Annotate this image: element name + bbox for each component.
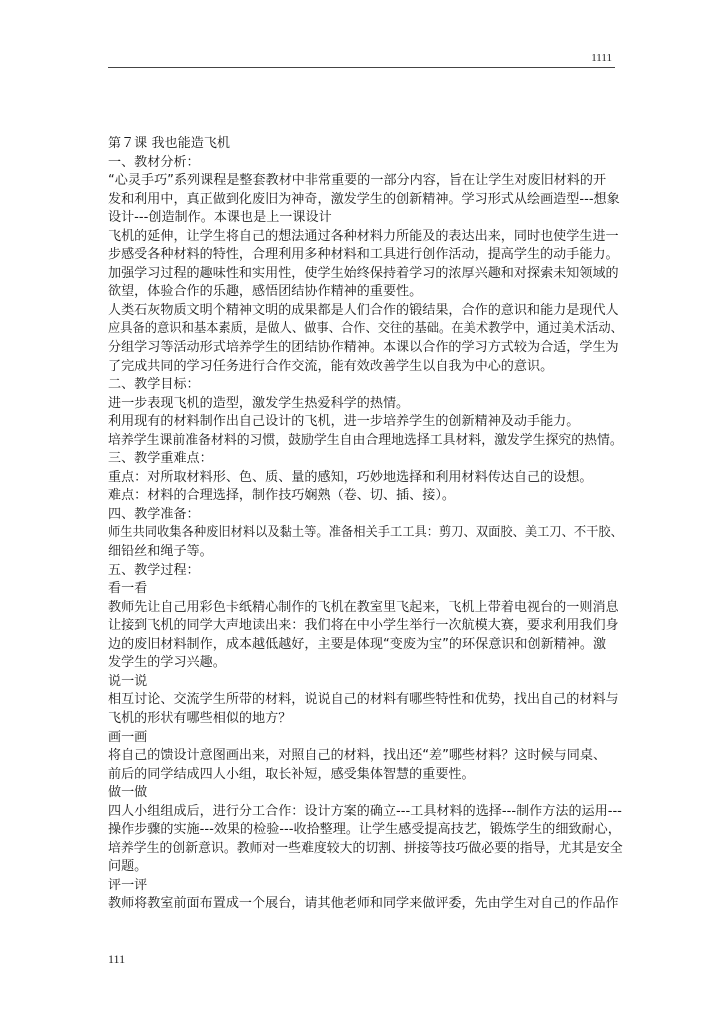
text-line: 五、教学过程：	[108, 562, 200, 578]
text-line: 欲望，体验合作的乐趣，感悟团结协作精神的重要性。	[108, 284, 423, 300]
text-line: 教师将教室前面布置成一个展台，请其他老师和同学来做评委，先由学生对自己的作品作	[108, 896, 619, 912]
text-line: 相互讨论、交流学生所带的材料，说说自己的材料有哪些特性和优势，找出自己的材料与	[108, 692, 619, 708]
text-line: 师生共同收集各种废旧材料以及黏土等。准备相关手工工具：剪刀、双面胶、美工刀、不干胶、	[108, 525, 623, 541]
text-line: 前后的同学结成四人小组，取长补短，感受集体智慧的重要性。	[108, 766, 475, 782]
text-line: 难点：材料的合理选择，制作技巧娴熟（卷、切、插、接）。	[108, 488, 455, 504]
footer-page-number: 111	[108, 952, 126, 966]
text-line: 设计---创造制作。本课也是上一课设计	[108, 210, 332, 226]
text-line: 画一画	[108, 729, 148, 745]
header-page-number: 1111	[591, 52, 612, 64]
text-line: 第７课 我也能造飞机	[108, 136, 231, 151]
text-line: 三、教学重难点：	[108, 451, 213, 467]
text-line: 发学生的学习兴趣。	[108, 655, 226, 671]
text-line: 培养学生的创新意识。教师对一些难度较大的切割、拼接等技巧做必要的指导，尤其是安全	[108, 840, 623, 856]
text-line: 发和利用中，真正做到化废旧为神奇，激发学生的创新精神。学习形式从绘画造型---想象	[108, 191, 620, 207]
text-line: 一、教材分析：	[108, 154, 200, 170]
text-line: 做一做	[108, 785, 148, 801]
header-divider	[108, 67, 615, 68]
text-line: 飞机的形状有哪些相似的地方？	[108, 710, 292, 726]
text-line: 步感受各种材料的特性，合理利用多种材料和工具进行创作活动，提高学生的动手能力。	[108, 247, 619, 263]
text-line: 操作步骤的实施---效果的检验---收拾整理。让学生感受提高技艺，锻炼学生的细致耐心，	[108, 822, 621, 838]
text-line: 四、教学准备：	[108, 506, 200, 522]
text-line: “心灵手巧”系列课程是整套教材中非常重要的一部分内容，旨在让学生对废旧材料的开	[108, 173, 607, 189]
document-body	[108, 135, 623, 914]
text-line: 边的废旧材料制作，成本越低越好，主要是体现“变废为宝”的环保意识和创新精神。激	[108, 636, 607, 652]
text-line: 问题。	[108, 859, 148, 875]
text-line: 利用现有的材料制作出自己设计的飞机，进一步培养学生的创新精神及动手能力。	[108, 414, 580, 430]
text-line: 应具备的意识和基本素质，是做人、做事、合作、交往的基础。在美术教学中，通过美术活动、	[108, 321, 623, 337]
text-line: 四人小组组成后，进行分工合作：设计方案的确立---工具材料的选择---制作方法的运用---	[108, 803, 622, 819]
text-line: 人类石灰物质文明个精神文明的成果都是人们合作的锻结果，合作的意识和能力是现代人	[108, 302, 619, 318]
text-line: 培养学生课前准备材料的习惯，鼓励学生自由合理地选择工具材料，激发学生探究的热情。	[108, 432, 623, 448]
text-line: 分组学习等活动形式培养学生的团结协作精神。本课以合作的学习方式较为合适，学生为	[108, 340, 619, 356]
text-line: 评一评	[108, 877, 148, 893]
text-line: 加强学习过程的趣味性和实用性，使学生始终保持着学习的浓厚兴趣和对探索未知领域的	[108, 265, 619, 281]
text-line: 进一步表现飞机的造型，激发学生热爱科学的热情。	[108, 395, 410, 411]
text-line: 让接到飞机的同学大声地读出来：我们将在中小学生举行一次航模大赛，要求利用我们身	[108, 618, 619, 634]
text-line: 二、教学目标：	[108, 377, 200, 393]
text-line: 了完成共同的学习任务进行合作交流，能有效改善学生以自我为中心的意识。	[108, 358, 554, 374]
text-line: 飞机的延伸，让学生将自己的想法通过各种材料力所能及的表达出来，同时也使学生进一	[108, 228, 619, 244]
text-line: 细铅丝和绳子等。	[108, 544, 213, 560]
text-line: 教师先让自己用彩色卡纸精心制作的飞机在教室里飞起来，飞机上带着电视台的一则消息	[108, 599, 619, 615]
text-line: 将自己的馈设计意图画出来，对照自己的材料，找出还“差”哪些材料？这时候与同桌、	[108, 748, 607, 764]
text-line: 说一说	[108, 673, 148, 689]
text-line: 重点：对所取材料形、色、质、量的感知，巧妙地选择和利用材料传达自己的设想。	[108, 469, 593, 485]
text-line: 看一看	[108, 581, 148, 597]
